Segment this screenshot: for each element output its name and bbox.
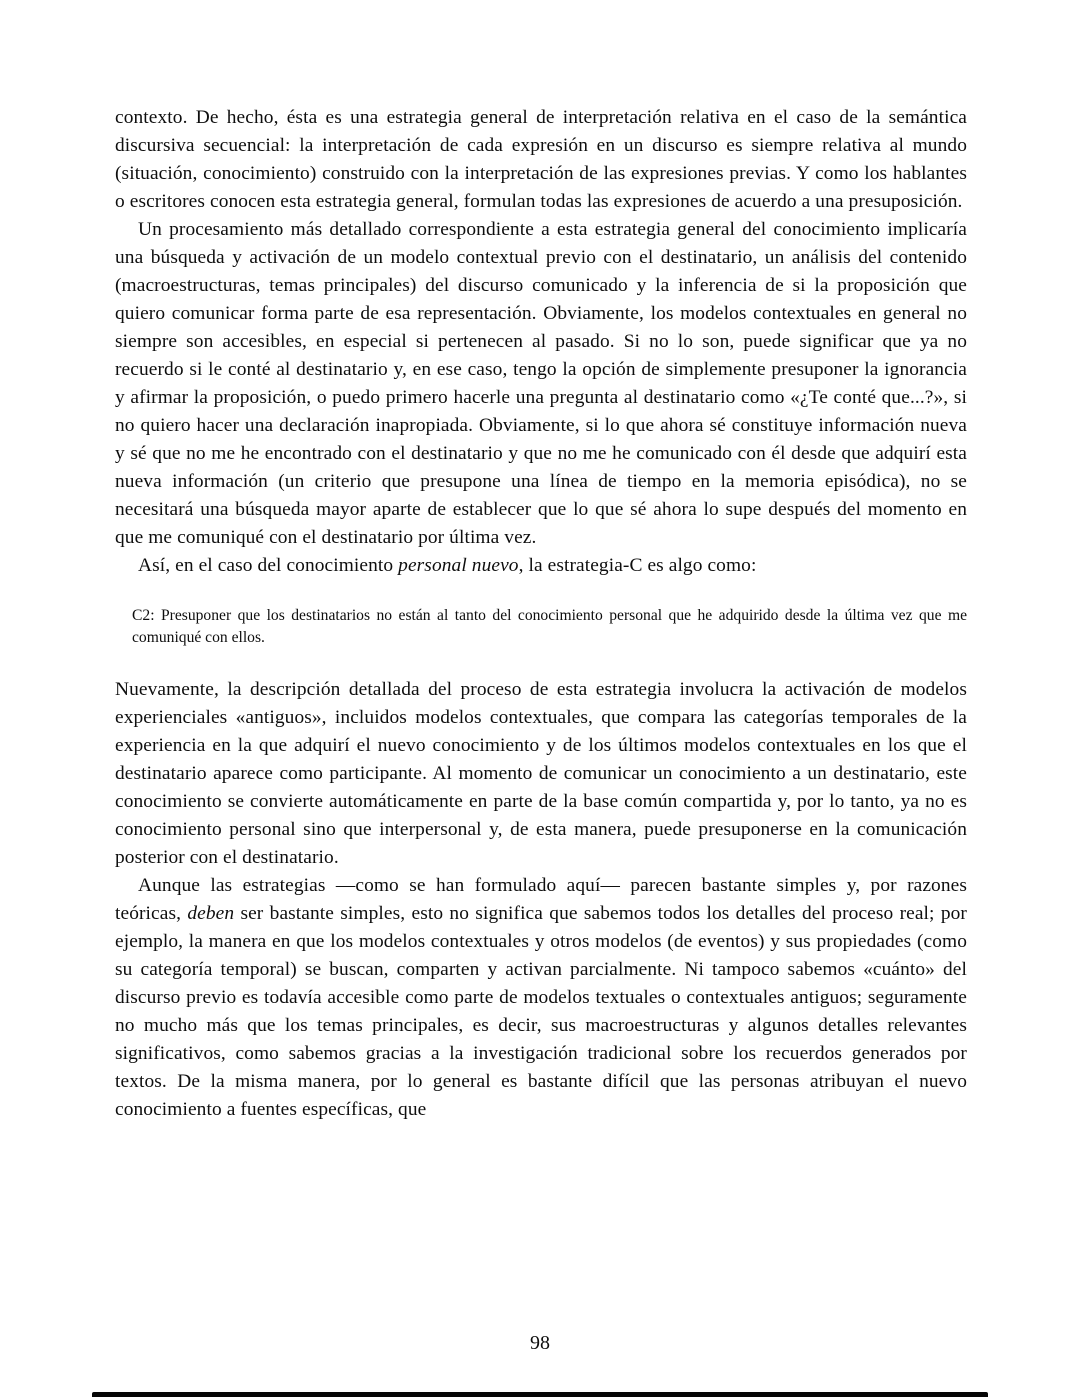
- page-edge-shadow: [92, 1392, 988, 1397]
- paragraph: [115, 552, 967, 580]
- page-content: [115, 104, 967, 1124]
- text-run: , la estrategia-C es algo como:: [518, 555, 757, 576]
- text-run: C2: Presuponer que los destinatarios no están al tanto del conocimiento personal que he adquirido desde la última vez que me comuniqué con ellos.: [132, 607, 967, 646]
- text-run: Así, en el caso del conocimiento: [138, 555, 399, 576]
- text-run: Nuevamente, la descripción detallada del proceso de esta estrategia involucra la activación de modelos experienciales «antiguos», incluidos modelos contextuales, que compara las categorías temporales de la experiencia en la que adquirí el nuevo conocimiento y de los últimos modelos contextuales en los que el destinatario aparece como participante. Al momento de comunicar un conocimiento a un destinatario, este conocimiento se convierte automáticamente en parte de la base común compartida y, por lo tanto, ya no es conocimiento personal sino que interpersonal y, de esta manera, puede presuponerse en la comunicación posterior con el destinatario.: [115, 679, 967, 868]
- text-run: contexto. De hecho, ésta es una estrategia general de interpretación relativa en el caso de la semántica discursiva secuencial: la interpretación de cada expresión en un discurso es siempre relativa al mundo (situación, conocimiento) construido con la interpretación de las expresiones previas. Y como los hablantes o escritores conocen esta estrategia general, formulan todas las expresiones de acuerdo a una presuposición.: [115, 107, 967, 212]
- text-run: Aunque las estrategias —como se han formulado aquí— parecen bastante simples y, por razones teóricas,: [115, 875, 967, 924]
- paragraph: [115, 676, 967, 872]
- text-run: Un procesamiento más detallado correspondiente a esta estrategia general del conocimiento implicaría una búsqueda y activación de un modelo contextual previo con el destinatario, un análisis del contenido (macroestructuras, temas principales) del discurso comunicado y la inferencia de si la proposición que quiero comunicar forma parte de esa representación. Obviamente, los modelos contextuales en general no siempre son accesibles, en especial si pertenecen al pasado. Si no lo son, puede significar que ya no recuerdo si le conté al destinatario y, en ese caso, tengo la opción de simplemente presuponer la ignorancia y afirmar la proposición, o puedo primero hacerle una pregunta al destinatario como «¿Te conté que...?», si no quiero hacer una declaración inapropiada. Obviamente, si lo que ahora sé constituye información nueva y sé que no me he encontrado con el destinatario y que no me he comunicado con él desde que adquirí esta nueva información (un criterio que presupone una línea de tiempo en la memoria episódica), no se necesitará una búsqueda mayor aparte de establecer que lo que sé ahora lo supe después del momento en que me comuniqué con el destinatario por última vez.: [115, 219, 967, 548]
- paragraph: [115, 872, 967, 1124]
- block-quote: [132, 605, 967, 649]
- page-number: 98: [530, 1332, 550, 1354]
- paragraph: [115, 216, 967, 552]
- text-run: ser bastante simples, esto no significa que sabemos todos los detalles del proceso real; por ejemplo, la manera en que los modelos contextuales y otros modelos (de eventos) y sus propiedades (como su categoría temporal) se buscan, comparten y activan parcialmente. Ni tampoco sabemos «cuánto» del discurso previo es todavía accesible como parte de modelos textuales o contextuales antiguos; seguramente no mucho más que los temas principales, es decir, sus macroestructuras y algunos detalles relevantes significativos, como sabemos gracias a la investigación tradicional sobre los recuerdos generados por textos. De la misma manera, por lo general es bastante difícil que las personas atribuyan el nuevo conocimiento a fuentes específicas, que: [115, 903, 967, 1120]
- italic-text-run: deben: [187, 903, 235, 924]
- italic-text-run: personal nuevo: [398, 555, 519, 576]
- paragraph: [115, 104, 967, 216]
